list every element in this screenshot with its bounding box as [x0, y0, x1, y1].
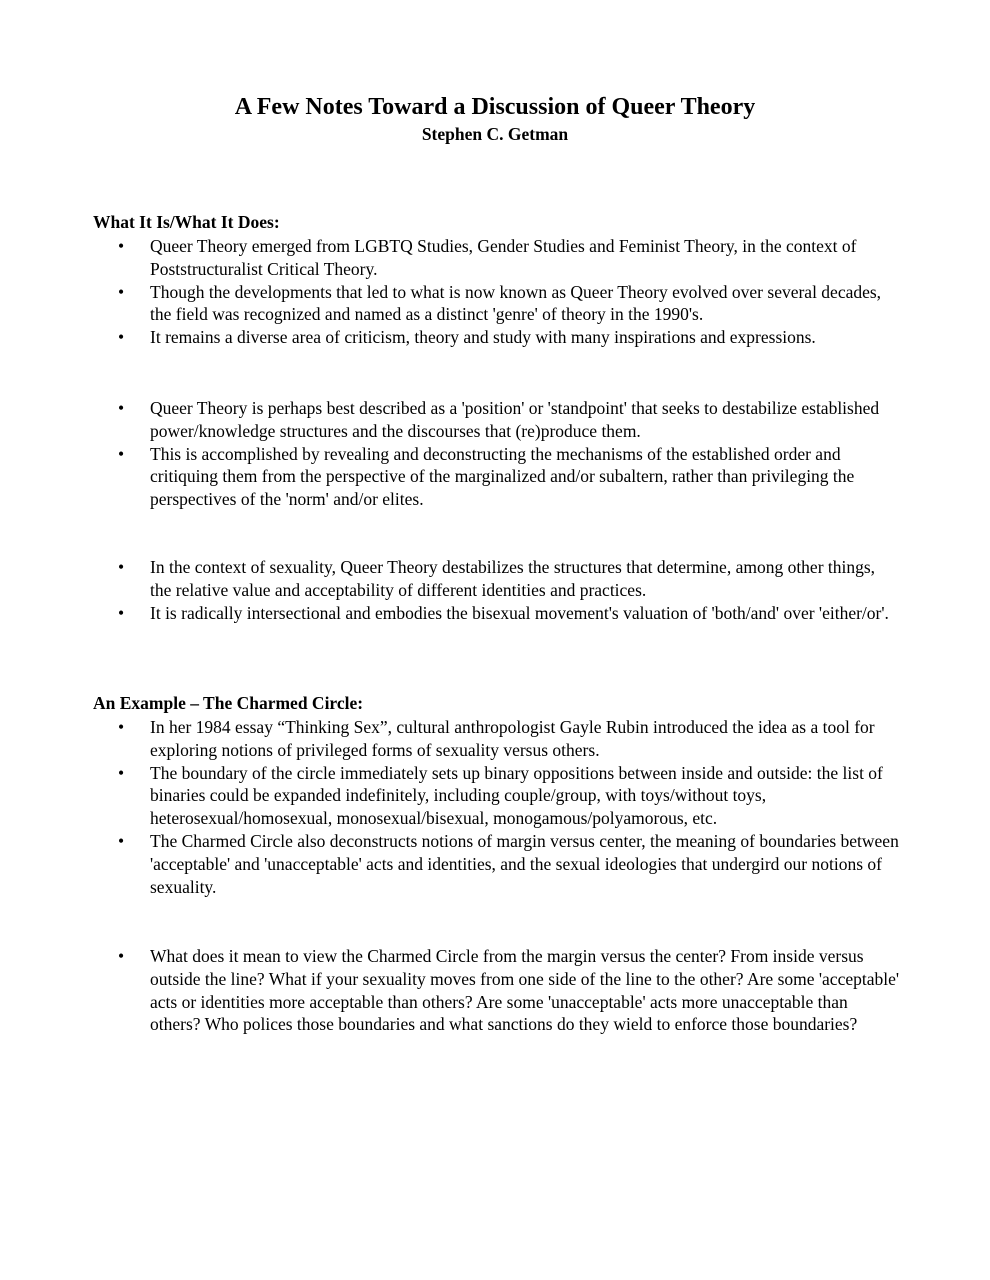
bullet-icon: • [118, 946, 125, 966]
list-item [0, 830, 900, 898]
document-author: Stephen C. Getman [421, 124, 569, 144]
list-item-text: In the context of sexuality, Queer Theory destabilizes the structures that determine, among other things, the relative value and acceptability of different identities and practices. [150, 557, 876, 600]
list-item-text: Queer Theory is perhaps best described as a 'position' or 'standpoint' that seeks to destabilize established power/knowledge structures and the discourses that (re)produce them. [150, 398, 880, 441]
bullet-icon: • [118, 762, 125, 783]
section-heading-what-it-is: What It Is/What It Does: [93, 212, 280, 232]
bullet-icon: • [118, 602, 125, 623]
document-title: A Few Notes Toward a Discussion of Queer Theory [234, 94, 756, 120]
bullet-icon: • [118, 327, 125, 348]
list-item-text: The Charmed Circle also deconstructs notions of margin versus center, the meaning of boundaries between 'acceptable' and 'unacceptable' acts and identities, and the sexual ideologies that undergird our notions of sexuality. [150, 830, 899, 897]
bullet-icon: • [118, 830, 125, 851]
bullet-list [0, 716, 990, 898]
bullet-icon: • [118, 443, 125, 464]
list-item [0, 235, 900, 281]
list-item [0, 443, 900, 511]
list-item-text: Queer Theory emerged from LGBTQ Studies, Gender Studies and Feminist Theory, in the context of Poststructuralist Critical Theory. [150, 236, 857, 279]
list-item-text: Though the developments that led to what is now known as Queer Theory evolved over several decades, the field was recognized and named as a distinct 'genre' of theory in the 1990's. [150, 281, 882, 325]
bullet-list [0, 556, 990, 624]
list-item-text: This is accomplished by revealing and deconstructing the mechanisms of the established order and critiquing them from the perspective of the marginalized and/or subaltern, rather than privileging the perspectives of the 'norm' and/or elites. [150, 443, 855, 510]
section-heading-charmed-circle: An Example – The Charmed Circle: [93, 693, 364, 713]
list-item-text: The boundary of the circle immediately sets up binary oppositions between inside and outside: the list of binaries could be expanded indefinitely, including couple/group, with toys/without toys, heterosexual/homosexual, monosexual/bisexual, monogamous/polyamorous, etc. [150, 762, 883, 829]
list-item-text: It is radically intersectional and embodies the bisexual movement's valuation of 'both/and' over 'either/or'. [150, 602, 889, 623]
list-item-text: What does it mean to view the Charmed Circle from the margin versus the center? From inside versus outside the line? What if your sexuality moves from one side of the line to the other? Are some 'acceptable' acts or identities more acceptable than others? Are some 'unacceptable' acts more unacceptable than others? Who polices those boundaries and what sanctions do they wield to enforce those boundaries? [150, 946, 900, 1035]
bullet-list [0, 397, 990, 511]
list-item [0, 945, 900, 1036]
list-item-text: In her 1984 essay “Thinking Sex”, cultural anthropologist Gayle Rubin introduced the idea as a tool for exploring notions of privileged forms of sexuality versus others. [150, 717, 875, 760]
list-item [0, 762, 900, 830]
list-item [0, 556, 900, 602]
list-item [0, 326, 900, 349]
bullet-icon: • [118, 557, 125, 577]
bullet-icon: • [118, 717, 125, 737]
bullet-icon: • [118, 281, 125, 302]
list-item [0, 602, 900, 625]
bullet-icon: • [118, 398, 125, 418]
bullet-icon: • [118, 236, 125, 256]
bullet-list [0, 945, 990, 1036]
list-item [0, 716, 900, 762]
bullet-list [0, 235, 990, 349]
list-item-text: It remains a diverse area of criticism, theory and study with many inspirations and expressions. [150, 327, 816, 348]
list-item [0, 397, 900, 443]
list-item [0, 281, 900, 327]
